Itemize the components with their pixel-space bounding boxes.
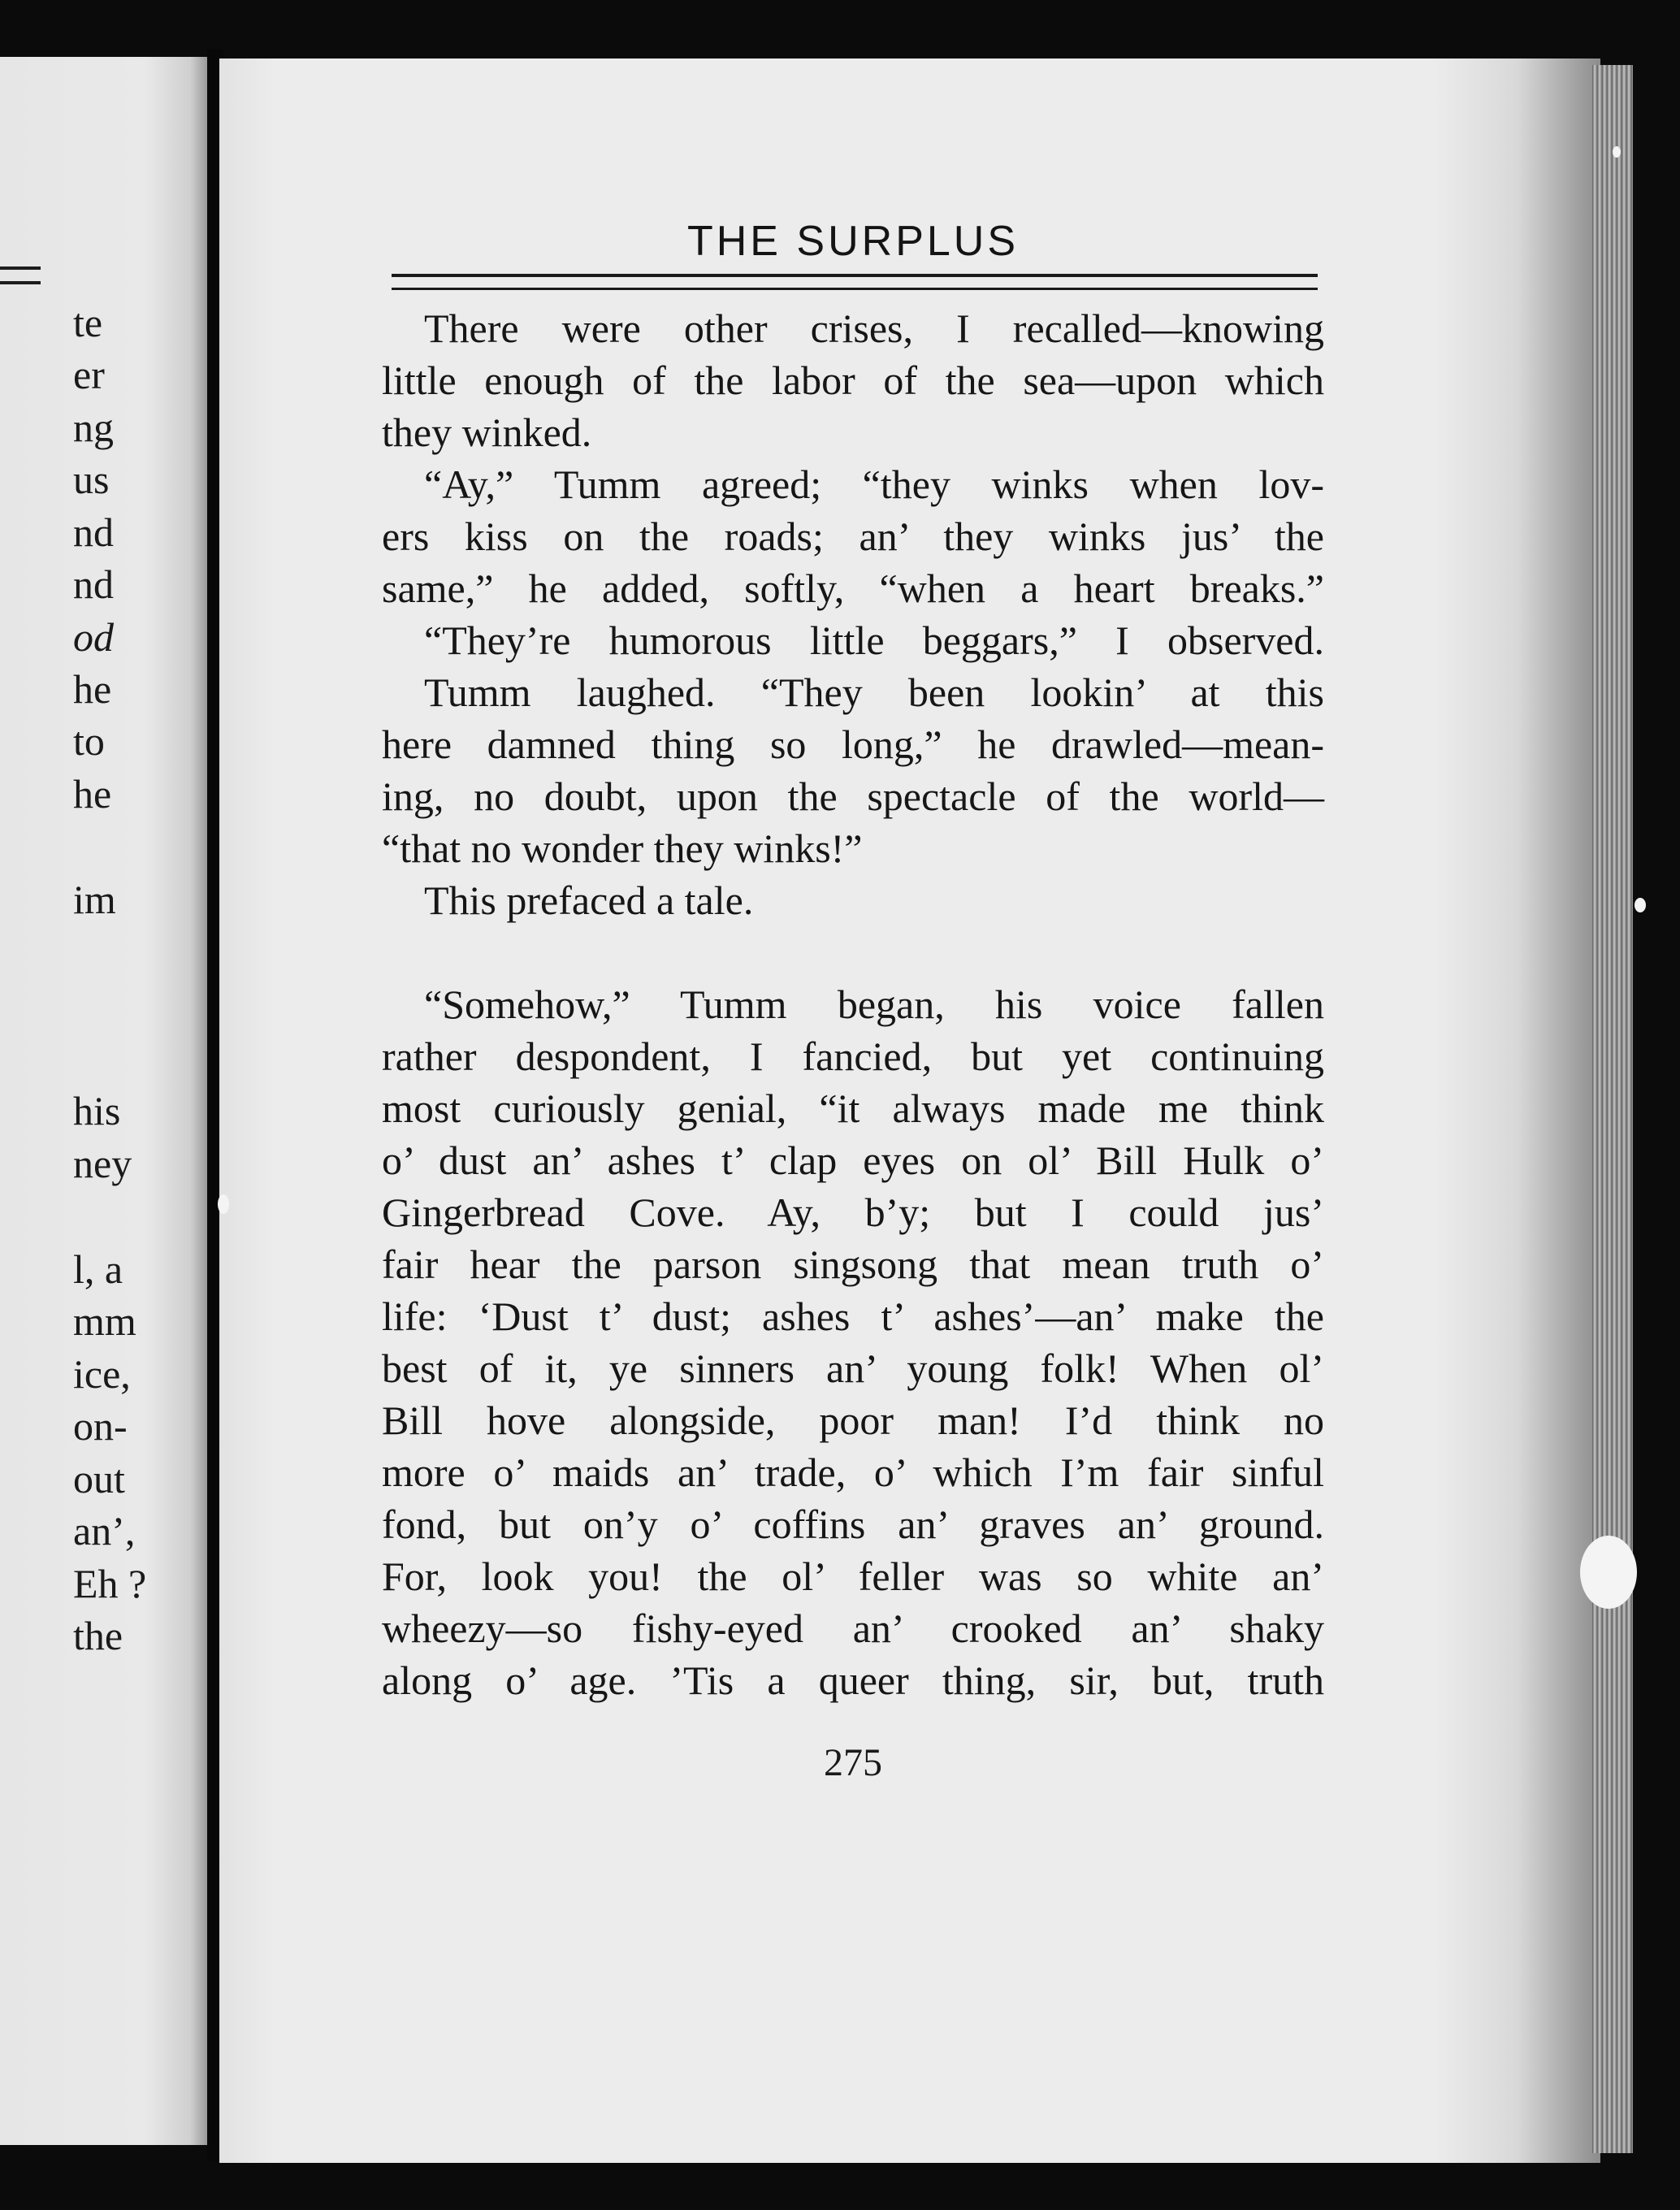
page-number: 275 (824, 1741, 882, 1784)
text-line: Gingerbread Cove. Ay, b’y; but I could jus’ (382, 1190, 1324, 1235)
text-line: they winked. (382, 410, 592, 455)
left-fragment: an’, (73, 1508, 136, 1554)
left-fragment: the (73, 1613, 123, 1658)
left-fragment: he (73, 771, 112, 817)
book-page (219, 58, 1600, 2163)
scan-speck (218, 1194, 229, 1214)
text-line: along o’ age. ’Tis a queer thing, sir, but, truth (382, 1658, 1324, 1703)
text-line: “Somehow,” Tumm began, his voice fallen (424, 982, 1324, 1027)
text-line: same,” he added, softly, “when a heart breaks.” (382, 566, 1324, 611)
text-line: “Ay,” Tumm agreed; “they winks when lov- (424, 462, 1324, 507)
running-head: THE SURPLUS (686, 218, 1020, 265)
left-fragment: his (73, 1088, 121, 1133)
text-line: best of it, ye sinners an’ young folk! When ol’ (382, 1346, 1324, 1391)
scan-speck (1580, 1536, 1637, 1609)
scan-speck (1613, 146, 1621, 158)
left-fragment: out (73, 1456, 125, 1502)
text-line: “They’re humorous little beggars,” I observed. (424, 618, 1324, 663)
header-rule-thick (392, 274, 1318, 277)
text-line: rather despondent, I fancied, but yet continuing (382, 1034, 1324, 1079)
text-line: For, look you! the ol’ feller was so white an’ (382, 1554, 1324, 1599)
text-line: This prefaced a tale. (424, 878, 754, 923)
text-line: ing, no doubt, upon the spectacle of the world— (382, 774, 1324, 819)
left-fragment: he (73, 666, 112, 712)
left-fragment: mm (73, 1298, 136, 1344)
text-line: fair hear the parson singsong that mean truth o’ (382, 1242, 1324, 1287)
left-fragment: od (73, 614, 114, 660)
left-fragment: ney (73, 1141, 132, 1186)
text-line: life: ‘Dust t’ dust; ashes t’ ashes’—an’ make the (382, 1294, 1324, 1339)
left-fragment: ng (73, 405, 114, 450)
left-page-header-rule (0, 266, 41, 284)
text-line: ers kiss on the roads; an’ they winks jus’ the (382, 514, 1324, 559)
text-line: fond, but on’y o’ coffins an’ graves an’ ground. (382, 1502, 1324, 1547)
left-fragment: on- (73, 1403, 128, 1449)
left-fragment: im (73, 877, 116, 922)
text-line: wheezy—so fishy-eyed an’ crooked an’ shaky (382, 1606, 1324, 1651)
text-line: here damned thing so long,” he drawled—mean- (382, 722, 1324, 767)
left-fragment: nd (73, 561, 114, 607)
left-fragment: er (73, 352, 105, 397)
text-line: Tumm laughed. “They been lookin’ at this (424, 670, 1324, 715)
left-fragment: Eh ? (73, 1561, 147, 1606)
text-line: little enough of the labor of the sea—upon which (382, 358, 1324, 403)
left-fragment: to (73, 718, 105, 764)
left-fragment: l, a (73, 1246, 123, 1292)
header-rule-thin (392, 288, 1318, 290)
left-facing-page (0, 57, 207, 2145)
text-line: “that no wonder they winks!” (382, 826, 863, 871)
left-fragment: nd (73, 509, 114, 555)
left-fragment: te (73, 300, 103, 345)
scan-speck (1635, 898, 1646, 912)
text-line: most curiously genial, “it always made me think (382, 1086, 1324, 1131)
page-edge-stack (1592, 65, 1633, 2153)
left-fragment: ice, (73, 1351, 131, 1397)
text-line: Bill hove alongside, poor man! I’d think no (382, 1398, 1324, 1443)
text-line: more o’ maids an’ trade, o’ which I’m fair sinful (382, 1450, 1324, 1495)
text-line: There were other crises, I recalled—knowing (424, 306, 1324, 351)
text-line: o’ dust an’ ashes t’ clap eyes on ol’ Bill Hulk o’ (382, 1138, 1324, 1183)
left-fragment: us (73, 457, 110, 502)
